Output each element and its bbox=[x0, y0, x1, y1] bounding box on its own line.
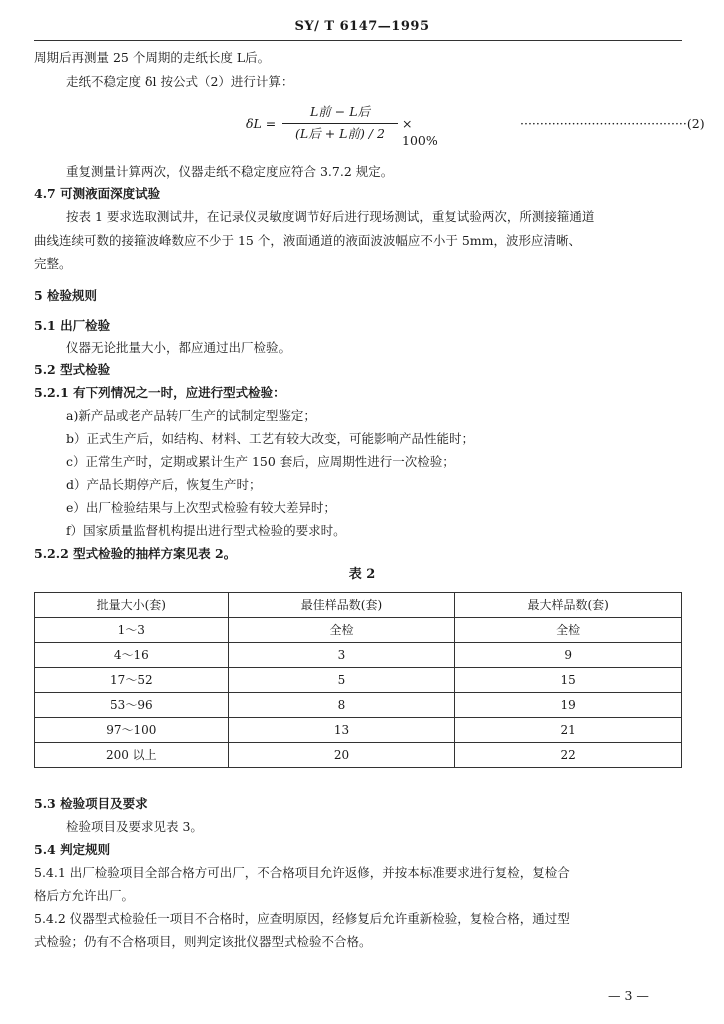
section-heading: 5.2.1 有下列情况之一时，应进行型式检验： bbox=[34, 385, 286, 400]
table-cell: 1～3 bbox=[35, 618, 229, 643]
list-item: b）正式生产后，如结构、材料、工艺有较大改变，可能影响产品性能时； bbox=[66, 431, 475, 446]
formula-rhs: × 100% bbox=[402, 116, 438, 148]
table-cell: 20 bbox=[228, 743, 455, 768]
table-cell: 97～100 bbox=[35, 718, 229, 743]
chapter-heading: 5 检验规则 bbox=[34, 288, 98, 303]
list-item: c）正常生产时，定期或累计生产 150 套后，应周期性进行一次检验； bbox=[66, 454, 455, 469]
sampling-table bbox=[34, 592, 682, 768]
column-header: 批量大小(套) bbox=[35, 593, 229, 618]
table-row bbox=[35, 618, 682, 643]
paragraph-line: 5.4.2 仪器型式检验任一项目不合格时，应查明原因，经修复后允许重新检验，复检合格，通过型 bbox=[34, 911, 570, 926]
table-row bbox=[35, 693, 682, 718]
list-item: e）出厂检验结果与上次型式检验有较大差异时； bbox=[66, 500, 336, 515]
section-heading: 5.2.2 型式检验的抽样方案见表 2。 bbox=[34, 546, 237, 561]
formula-denominator: (L后 + L前) / 2 bbox=[295, 125, 385, 141]
table-cell: 9 bbox=[455, 643, 682, 668]
table-cell: 22 bbox=[455, 743, 682, 768]
section-heading: 5.2 型式检验 bbox=[34, 362, 111, 377]
page-header: SY/ T 6147—1995 bbox=[294, 19, 430, 34]
list-item: a)新产品或老产品转厂生产的试制定型鉴定； bbox=[66, 408, 316, 423]
table-cell: 200 以上 bbox=[35, 743, 229, 768]
table-cell: 53～96 bbox=[35, 693, 229, 718]
formula-numerator: L前 − L后 bbox=[309, 104, 371, 119]
list-item: d）产品长期停产后，恢复生产时； bbox=[66, 477, 262, 492]
table-row bbox=[35, 743, 682, 768]
formula-fraction bbox=[282, 104, 398, 143]
table-row bbox=[35, 718, 682, 743]
table-cell: 15 bbox=[455, 668, 682, 693]
table-cell: 13 bbox=[228, 718, 455, 743]
table-cell: 21 bbox=[455, 718, 682, 743]
table-caption: 表 2 bbox=[348, 567, 376, 582]
text-line: 检验项目及要求见表 3。 bbox=[66, 819, 203, 834]
paragraph-line: 曲线连续可数的接箍波峰数应不少于 15 个，液面通道的液面波波幅应不小于 5mm，波形应清晰、 bbox=[34, 233, 581, 248]
formula-number: ··········································(2) bbox=[520, 116, 705, 131]
paragraph-line: 按表 1 要求选取测试井，在记录仪灵敏度调节好后进行现场测试，重复试验两次，所测接箍通道 bbox=[66, 209, 595, 224]
column-header: 最佳样品数(套) bbox=[228, 593, 455, 618]
column-header: 最大样品数(套) bbox=[455, 593, 682, 618]
fraction-bar bbox=[282, 123, 398, 124]
section-heading: 5.1 出厂检验 bbox=[34, 318, 111, 333]
list-item: f）国家质量监督机构提出进行型式检验的要求时。 bbox=[66, 523, 346, 538]
formula-lhs: δL = bbox=[246, 116, 277, 131]
formula-2 bbox=[246, 102, 446, 148]
table-cell: 17～52 bbox=[35, 668, 229, 693]
table-cell: 5 bbox=[228, 668, 455, 693]
table-cell: 4～16 bbox=[35, 643, 229, 668]
text-line: 周期后再测量 25 个周期的走纸长度 L后。 bbox=[34, 50, 271, 65]
table-cell: 19 bbox=[455, 693, 682, 718]
table-row bbox=[35, 668, 682, 693]
text-line: 重复测量计算两次，仪器走纸不稳定度应符合 3.7.2 规定。 bbox=[66, 164, 394, 179]
table-cell: 8 bbox=[228, 693, 455, 718]
paragraph-line: 5.4.1 出厂检验项目全部合格方可出厂，不合格项目允许返修，并按本标准要求进行复检，复检合 bbox=[34, 865, 570, 880]
paragraph-line: 式检验；仍有不合格项目，则判定该批仪器型式检验不合格。 bbox=[34, 934, 372, 949]
paragraph-line: 完整。 bbox=[34, 256, 72, 271]
paragraph-line: 格后方允许出厂。 bbox=[34, 888, 135, 903]
text-line: 走纸不稳定度 δl 按公式（2）进行计算： bbox=[66, 74, 294, 89]
page-number: — 3 — bbox=[608, 988, 649, 1003]
header-divider bbox=[34, 40, 682, 41]
table-cell: 全检 bbox=[455, 618, 682, 643]
section-heading: 5.3 检验项目及要求 bbox=[34, 796, 148, 811]
text-line: 仪器无论批量大小，都应通过出厂检验。 bbox=[66, 340, 292, 355]
table-row bbox=[35, 643, 682, 668]
table-cell: 全检 bbox=[228, 618, 455, 643]
table-header-row bbox=[35, 593, 682, 618]
section-heading: 5.4 判定规则 bbox=[34, 842, 111, 857]
section-heading: 4.7 可测液面深度试验 bbox=[34, 186, 161, 201]
table-cell: 3 bbox=[228, 643, 455, 668]
